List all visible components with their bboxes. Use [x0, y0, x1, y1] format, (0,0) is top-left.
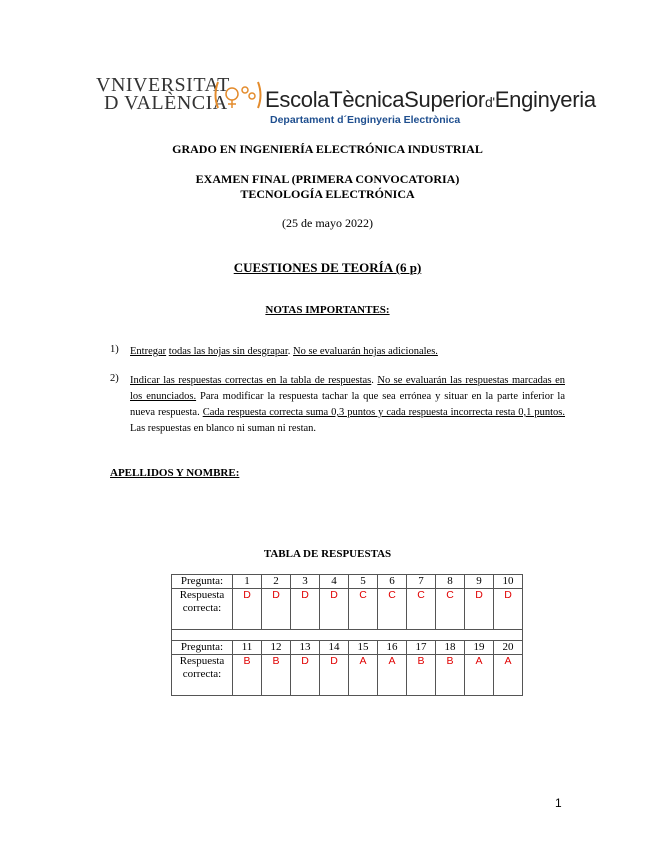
answer-cell: A: [494, 655, 523, 696]
question-number: 13: [291, 641, 320, 655]
question-number: 11: [233, 641, 262, 655]
question-row-1: [172, 575, 523, 589]
answer-cell: D: [494, 589, 523, 630]
question-number: 14: [320, 641, 349, 655]
answer-cell: C: [436, 589, 465, 630]
answer-cell: D: [320, 589, 349, 630]
question-label: Pregunta:: [172, 575, 233, 589]
question-number: 2: [262, 575, 291, 589]
department-name: Departament d´Enginyeria Electrònica: [270, 114, 461, 126]
page-number: 1: [555, 796, 562, 810]
university-name-line2: D VALÈNCIA: [104, 92, 228, 114]
question-number: 12: [262, 641, 291, 655]
answer-label: Respuesta correcta:: [172, 589, 233, 630]
answer-row-1: [172, 589, 523, 630]
university-name-line1: VNIVERSITAT: [96, 74, 230, 96]
question-number: 15: [349, 641, 378, 655]
note-1-number: 1): [110, 344, 119, 355]
answer-cell: B: [436, 655, 465, 696]
question-number: 19: [465, 641, 494, 655]
school-name: EscolaTècnicaSuperiord'Enginyeria: [265, 87, 596, 112]
question-number: 18: [436, 641, 465, 655]
degree-title: GRADO EN INGENIERÍA ELECTRÓNICA INDUSTRIAL: [172, 142, 483, 156]
answer-cell: C: [378, 589, 407, 630]
note-2: Indicar las respuestas correctas en la tabla de respuestas. No se evaluarán las respuestas marcadas en los enunciados. Para modificar la respuesta tachar la que sea errónea y situar en la parte inferior la nueva respuesta. Cada respuesta correcta suma 0,3 puntos y cada respuesta incorrecta resta 0,1 puntos. Las respuestas en blanco ni suman ni restan.: [130, 375, 566, 434]
answer-cell: D: [320, 655, 349, 696]
answer-cell: D: [262, 589, 291, 630]
university-logo-icon: [212, 78, 264, 112]
question-number: 8: [436, 575, 465, 589]
question-number: 16: [378, 641, 407, 655]
question-number: 1: [233, 575, 262, 589]
answer-cell: C: [349, 589, 378, 630]
table-title: TABLA DE RESPUESTAS: [263, 548, 392, 560]
question-number: 3: [291, 575, 320, 589]
answers-table: [171, 574, 523, 696]
answer-cell: C: [407, 589, 436, 630]
question-row-2: [172, 641, 523, 655]
answer-row-2: [172, 655, 523, 696]
answer-cell: A: [378, 655, 407, 696]
question-label: Pregunta:: [172, 641, 233, 655]
question-number: 4: [320, 575, 349, 589]
answer-cell: B: [233, 655, 262, 696]
exam-date: (25 de mayo 2022): [282, 216, 373, 230]
answer-cell: D: [291, 655, 320, 696]
notes-title: NOTAS IMPORTANTES:: [265, 304, 390, 316]
question-number: 7: [407, 575, 436, 589]
table-spacer: [172, 630, 523, 641]
question-number: 20: [494, 641, 523, 655]
answer-cell: B: [262, 655, 291, 696]
note-1: Entregar todas las hojas sin desgrapar. No se evaluarán hojas adicionales.: [130, 346, 438, 357]
note-2-number: 2): [110, 373, 119, 384]
answer-cell: D: [291, 589, 320, 630]
question-number: 17: [407, 641, 436, 655]
question-number: 5: [349, 575, 378, 589]
question-number: 9: [465, 575, 494, 589]
answer-cell: B: [407, 655, 436, 696]
answer-cell: D: [465, 589, 494, 630]
exam-title: EXAMEN FINAL (PRIMERA CONVOCATORIA): [195, 172, 460, 186]
answer-cell: A: [465, 655, 494, 696]
answer-label: Respuesta correcta:: [172, 655, 233, 696]
section-title: CUESTIONES DE TEORÍA (6 p): [233, 260, 422, 275]
question-number: 10: [494, 575, 523, 589]
answer-cell: A: [349, 655, 378, 696]
question-number: 6: [378, 575, 407, 589]
name-label: APELLIDOS Y NOMBRE:: [110, 467, 240, 479]
subject-title: TECNOLOGÍA ELECTRÓNICA: [240, 187, 415, 201]
answer-cell: D: [233, 589, 262, 630]
